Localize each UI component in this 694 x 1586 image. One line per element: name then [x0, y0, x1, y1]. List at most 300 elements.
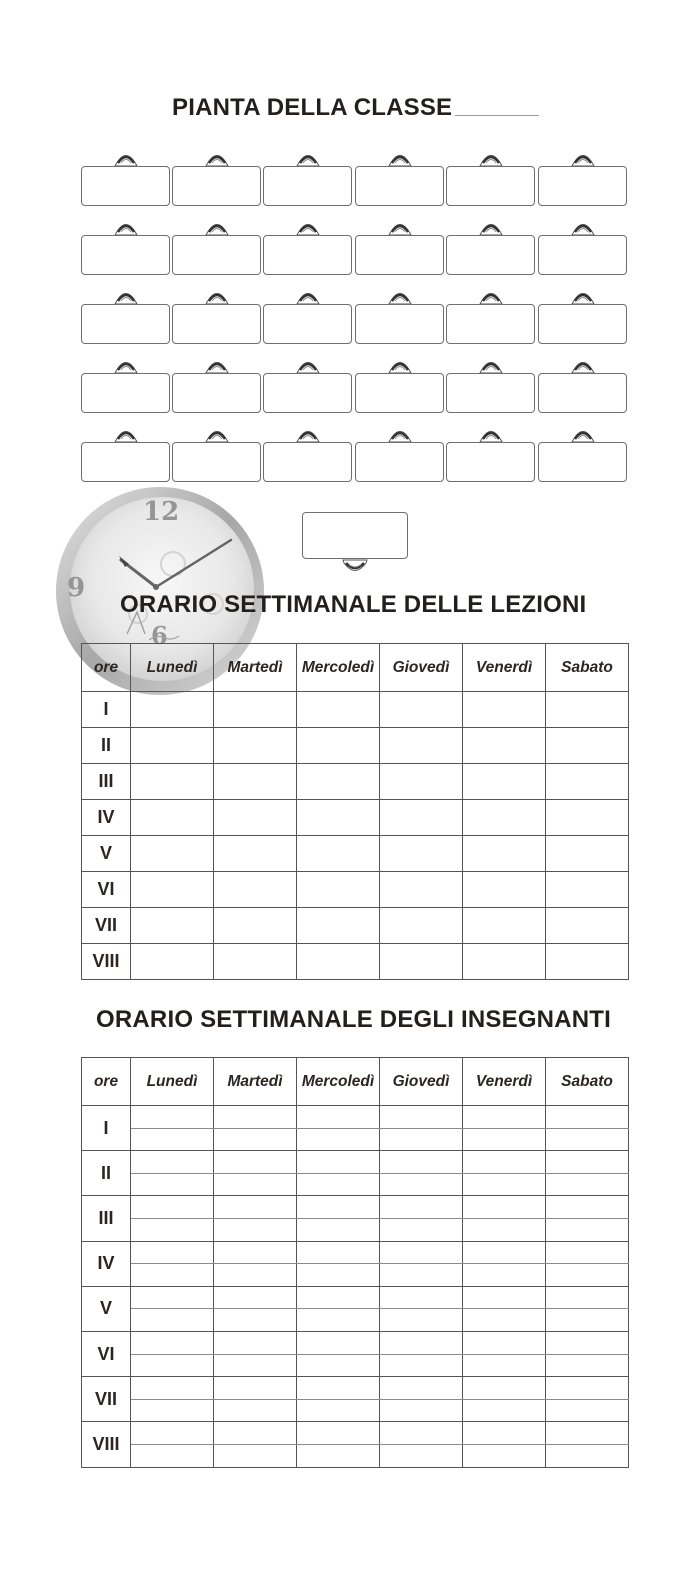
timetable-cell	[297, 1377, 380, 1400]
desk-surface	[263, 166, 352, 206]
timetable-cell	[214, 728, 297, 764]
desk-row	[81, 358, 629, 414]
timetable-cell	[463, 1218, 546, 1241]
chair-icon	[202, 358, 232, 374]
chair-icon	[568, 151, 598, 167]
timetable-cell	[214, 1422, 297, 1445]
timetable-cell	[380, 1241, 463, 1264]
timetable-cell	[546, 1444, 629, 1467]
chair-icon	[293, 151, 323, 167]
timetable-cell	[214, 944, 297, 980]
desk-surface	[355, 235, 444, 275]
column-header-sabato: Sabato	[546, 644, 629, 692]
timetable-cell	[297, 872, 380, 908]
timetable-cell	[546, 728, 629, 764]
timetable-cell	[131, 764, 214, 800]
chair-icon	[385, 151, 415, 167]
timetable-cell	[463, 1399, 546, 1422]
timetable-cell	[380, 1151, 463, 1174]
chair-icon	[476, 151, 506, 167]
timetable-cell	[463, 908, 546, 944]
desk-surface	[172, 442, 261, 482]
timetable-cell	[380, 1286, 463, 1309]
chair-icon	[202, 427, 232, 443]
desk-surface	[355, 166, 444, 206]
timetable-cell	[380, 692, 463, 728]
column-header-martedi: Martedì	[214, 1058, 297, 1106]
timetable-cell	[214, 764, 297, 800]
timetable-cell	[131, 692, 214, 728]
table-row	[82, 1354, 629, 1377]
timetable-cell	[546, 1151, 629, 1174]
table-row	[82, 1286, 629, 1309]
desk-surface	[172, 235, 261, 275]
timetable-cell	[131, 728, 214, 764]
table-row	[82, 764, 629, 800]
student-desk	[538, 151, 627, 207]
timetable-cell	[463, 1128, 546, 1151]
timetable-cell	[546, 692, 629, 728]
desk-surface	[355, 304, 444, 344]
timetable-cell	[297, 836, 380, 872]
timetable-cell	[131, 908, 214, 944]
timetable-cell	[297, 1354, 380, 1377]
timetable-cell	[463, 1422, 546, 1445]
hour-label: VII	[82, 1377, 131, 1422]
timetable-cell	[214, 1128, 297, 1151]
timetable-cell	[463, 836, 546, 872]
timetable-cell	[131, 1241, 214, 1264]
student-desk	[172, 220, 261, 276]
hour-label: III	[82, 764, 131, 800]
timetable-cell	[380, 1354, 463, 1377]
timetable-cell	[380, 1422, 463, 1445]
timetable-cell	[214, 908, 297, 944]
table-row	[82, 1309, 629, 1332]
timetable-cell	[214, 1218, 297, 1241]
hour-label: VI	[82, 1331, 131, 1376]
table-row	[82, 944, 629, 980]
teacher-chair-icon	[340, 558, 370, 576]
lessons-timetable-title: ORARIO SETTIMANALE DELLE LEZIONI	[120, 591, 587, 618]
student-desk	[446, 427, 535, 483]
timetable-cell	[214, 1354, 297, 1377]
student-desk	[263, 358, 352, 414]
timetable-cell	[463, 1286, 546, 1309]
table-row	[82, 1151, 629, 1174]
timetable-cell	[380, 1399, 463, 1422]
desk-row	[81, 289, 629, 345]
desk-surface	[172, 166, 261, 206]
student-desk	[81, 220, 170, 276]
table-row	[82, 1106, 629, 1129]
timetable-cell	[297, 728, 380, 764]
timetable-cell	[463, 1151, 546, 1174]
student-desk	[538, 427, 627, 483]
timetable-cell	[297, 1151, 380, 1174]
hour-label: III	[82, 1196, 131, 1241]
student-desk	[355, 289, 444, 345]
chair-icon	[568, 289, 598, 305]
timetable-cell	[463, 1354, 546, 1377]
chair-icon	[385, 289, 415, 305]
timetable-cell	[546, 1377, 629, 1400]
chair-icon	[476, 427, 506, 443]
desk-surface	[263, 442, 352, 482]
student-desk	[172, 427, 261, 483]
timetable-cell	[214, 692, 297, 728]
student-desk	[81, 358, 170, 414]
chair-icon	[476, 358, 506, 374]
desk-surface	[355, 373, 444, 413]
table-row	[82, 1331, 629, 1354]
timetable-cell	[380, 728, 463, 764]
desk-surface	[446, 373, 535, 413]
timetable-cell	[546, 800, 629, 836]
hour-label: VI	[82, 872, 131, 908]
chair-icon	[293, 220, 323, 236]
hour-label: VIII	[82, 1422, 131, 1467]
desk-surface	[172, 304, 261, 344]
timetable-cell	[463, 728, 546, 764]
hour-label: VII	[82, 908, 131, 944]
table-row	[82, 1377, 629, 1400]
hour-label: II	[82, 1151, 131, 1196]
timetable-cell	[131, 1444, 214, 1467]
chair-icon	[202, 151, 232, 167]
hour-label: IV	[82, 800, 131, 836]
desk-surface	[538, 166, 627, 206]
timetable-cell	[131, 1309, 214, 1332]
timetable-cell	[297, 1309, 380, 1332]
timetable-cell	[546, 1264, 629, 1287]
timetable-cell	[214, 1196, 297, 1219]
chair-icon	[476, 220, 506, 236]
desk-surface	[81, 442, 170, 482]
clock-numeral-9: 9	[67, 573, 86, 603]
desk-surface	[538, 235, 627, 275]
student-desk	[81, 151, 170, 207]
timetable-cell	[546, 1286, 629, 1309]
timetable-cell	[463, 1106, 546, 1129]
timetable-cell	[546, 764, 629, 800]
timetable-cell	[546, 1196, 629, 1219]
chair-icon	[568, 358, 598, 374]
timetable-cell	[214, 1444, 297, 1467]
timetable-cell	[463, 800, 546, 836]
timetable-cell	[380, 1106, 463, 1129]
timetable-cell	[380, 944, 463, 980]
table-row	[82, 1444, 629, 1467]
timetable-cell	[463, 764, 546, 800]
chair-icon	[293, 427, 323, 443]
timetable-cell	[380, 1331, 463, 1354]
timetable-cell	[463, 1264, 546, 1287]
hour-label: V	[82, 836, 131, 872]
timetable-cell	[380, 1173, 463, 1196]
timetable-cell	[546, 1128, 629, 1151]
chair-icon	[568, 220, 598, 236]
table-row	[82, 1173, 629, 1196]
timetable-cell	[546, 1331, 629, 1354]
clock-numeral-12: 12	[143, 497, 180, 527]
table-row	[82, 1399, 629, 1422]
table-row	[82, 1264, 629, 1287]
student-desk	[355, 220, 444, 276]
timetable-cell	[297, 1331, 380, 1354]
timetable-cell	[131, 1151, 214, 1174]
seating-plan-title: PIANTA DELLA CLASSE	[172, 94, 453, 121]
timetable-cell	[131, 1218, 214, 1241]
desk-surface	[172, 373, 261, 413]
desk-row	[81, 427, 629, 483]
timetable-cell	[380, 800, 463, 836]
student-desk	[263, 427, 352, 483]
student-desk	[446, 358, 535, 414]
desk-surface	[263, 304, 352, 344]
student-desk	[81, 427, 170, 483]
timetable-cell	[131, 1286, 214, 1309]
timetable-cell	[131, 1196, 214, 1219]
timetable-cell	[546, 1309, 629, 1332]
student-desk	[81, 289, 170, 345]
desk-surface	[446, 235, 535, 275]
chair-icon	[293, 358, 323, 374]
timetable-cell	[546, 1218, 629, 1241]
desk-surface	[263, 235, 352, 275]
timetable-cell	[131, 1173, 214, 1196]
student-desk	[355, 358, 444, 414]
student-desk	[538, 358, 627, 414]
chair-icon	[111, 151, 141, 167]
timetable-cell	[297, 944, 380, 980]
chair-icon	[568, 427, 598, 443]
desk-surface	[263, 373, 352, 413]
timetable-cell	[297, 1444, 380, 1467]
column-header-hours: ore	[82, 1058, 131, 1106]
desk-surface	[538, 373, 627, 413]
timetable-cell	[463, 1331, 546, 1354]
timetable-cell	[380, 836, 463, 872]
column-header-giovedi: Giovedì	[380, 644, 463, 692]
timetable-cell	[463, 1377, 546, 1400]
timetable-cell	[297, 1106, 380, 1129]
timetable-cell	[380, 1264, 463, 1287]
column-header-venerdi: Venerdì	[463, 1058, 546, 1106]
timetable-cell	[380, 764, 463, 800]
timetable-cell	[546, 836, 629, 872]
student-desk	[263, 220, 352, 276]
timetable-cell	[131, 1331, 214, 1354]
teachers-timetable-title: ORARIO SETTIMANALE DEGLI INSEGNANTI	[96, 1006, 612, 1033]
chair-icon	[111, 220, 141, 236]
timetable-cell	[463, 1196, 546, 1219]
student-desk	[446, 289, 535, 345]
hour-label: I	[82, 1106, 131, 1151]
timetable-cell	[380, 1309, 463, 1332]
timetable-cell	[297, 800, 380, 836]
timetable-cell	[214, 1377, 297, 1400]
student-desk	[172, 358, 261, 414]
timetable-cell	[214, 1241, 297, 1264]
timetable-cell	[131, 836, 214, 872]
desk-surface	[446, 442, 535, 482]
desk-surface	[81, 304, 170, 344]
student-desk	[538, 220, 627, 276]
column-header-martedi: Martedì	[214, 644, 297, 692]
column-header-sabato: Sabato	[546, 1058, 629, 1106]
timetable-cell	[380, 908, 463, 944]
timetable-cell	[214, 1106, 297, 1129]
hour-label: I	[82, 692, 131, 728]
timetable-cell	[131, 872, 214, 908]
column-header-lunedi: Lunedì	[131, 644, 214, 692]
hour-label: IV	[82, 1241, 131, 1286]
hour-label: VIII	[82, 944, 131, 980]
column-header-mercoledi: Mercoledì	[297, 1058, 380, 1106]
student-desk	[538, 289, 627, 345]
timetable-cell	[546, 1399, 629, 1422]
chair-icon	[202, 220, 232, 236]
desk-surface	[81, 373, 170, 413]
clock-numeral-6: 6	[151, 621, 168, 650]
student-desk	[355, 427, 444, 483]
timetable-cell	[297, 908, 380, 944]
desk-surface	[538, 304, 627, 344]
column-header-giovedi: Giovedì	[380, 1058, 463, 1106]
student-desk	[263, 289, 352, 345]
timetable-cell	[214, 1264, 297, 1287]
chair-icon	[385, 358, 415, 374]
chair-icon	[385, 220, 415, 236]
chair-icon	[111, 427, 141, 443]
student-desk	[355, 151, 444, 207]
timetable-cell	[297, 1422, 380, 1445]
student-desk	[446, 220, 535, 276]
chair-icon	[293, 289, 323, 305]
table-row	[82, 908, 629, 944]
timetable-cell	[131, 1422, 214, 1445]
timetable-cell	[463, 1309, 546, 1332]
timetable-cell	[214, 872, 297, 908]
timetable-cell	[297, 1399, 380, 1422]
timetable-cell	[214, 1151, 297, 1174]
timetable-cell	[214, 1173, 297, 1196]
timetable-cell	[214, 1286, 297, 1309]
timetable-cell	[131, 1399, 214, 1422]
timetable-cell	[214, 836, 297, 872]
column-header-lunedi: Lunedì	[131, 1058, 214, 1106]
desk-surface	[81, 235, 170, 275]
timetable-cell	[214, 1309, 297, 1332]
timetable-cell	[297, 1218, 380, 1241]
timetable-cell	[463, 1444, 546, 1467]
timetable-cell	[297, 1173, 380, 1196]
timetable-cell	[463, 1173, 546, 1196]
timetable-cell	[546, 1422, 629, 1445]
student-desk	[172, 289, 261, 345]
timetable-cell	[214, 1399, 297, 1422]
timetable-cell	[380, 1196, 463, 1219]
table-row	[82, 1422, 629, 1445]
table-row	[82, 836, 629, 872]
column-header-mercoledi: Mercoledì	[297, 644, 380, 692]
desk-row	[81, 220, 629, 276]
table-row	[82, 1218, 629, 1241]
chair-icon	[476, 289, 506, 305]
chair-icon	[202, 289, 232, 305]
student-desk	[446, 151, 535, 207]
timetable-cell	[463, 872, 546, 908]
timetable-cell	[131, 1377, 214, 1400]
teacher-desk	[302, 512, 408, 578]
column-header-hours: ore	[82, 644, 131, 692]
timetable-cell	[297, 1128, 380, 1151]
desk-surface	[446, 166, 535, 206]
teachers-timetable	[81, 1057, 629, 1468]
table-row	[82, 1128, 629, 1151]
timetable-cell	[214, 1331, 297, 1354]
timetable-cell	[131, 800, 214, 836]
timetable-cell	[214, 800, 297, 836]
timetable-cell	[297, 1196, 380, 1219]
teacher-desk-surface	[302, 512, 408, 559]
timetable-cell	[131, 944, 214, 980]
chair-icon	[111, 289, 141, 305]
timetable-cell	[463, 944, 546, 980]
timetable-cell	[380, 1377, 463, 1400]
timetable-cell	[297, 1286, 380, 1309]
chair-icon	[111, 358, 141, 374]
timetable-cell	[297, 1241, 380, 1264]
timetable-cell	[463, 1241, 546, 1264]
timetable-cell	[297, 1264, 380, 1287]
hour-label: V	[82, 1286, 131, 1331]
timetable-cell	[131, 1106, 214, 1129]
desk-surface	[538, 442, 627, 482]
class-name-blank-line	[455, 115, 539, 116]
desk-row	[81, 151, 629, 207]
timetable-cell	[463, 692, 546, 728]
timetable-cell	[546, 944, 629, 980]
desk-surface	[81, 166, 170, 206]
table-row	[82, 1196, 629, 1219]
timetable-cell	[297, 764, 380, 800]
timetable-cell	[546, 1354, 629, 1377]
student-desk	[172, 151, 261, 207]
table-row	[82, 872, 629, 908]
timetable-cell	[546, 872, 629, 908]
timetable-cell	[380, 872, 463, 908]
table-row	[82, 692, 629, 728]
table-row	[82, 800, 629, 836]
student-desk	[263, 151, 352, 207]
timetable-cell	[380, 1444, 463, 1467]
desk-surface	[446, 304, 535, 344]
timetable-cell	[131, 1354, 214, 1377]
timetable-cell	[131, 1128, 214, 1151]
timetable-cell	[380, 1128, 463, 1151]
timetable-cell	[131, 1264, 214, 1287]
timetable-cell	[297, 692, 380, 728]
column-header-venerdi: Venerdì	[463, 644, 546, 692]
timetable-cell	[380, 1218, 463, 1241]
chair-icon	[385, 427, 415, 443]
desk-surface	[355, 442, 444, 482]
hour-label: II	[82, 728, 131, 764]
table-row	[82, 1241, 629, 1264]
lessons-timetable	[81, 643, 629, 980]
